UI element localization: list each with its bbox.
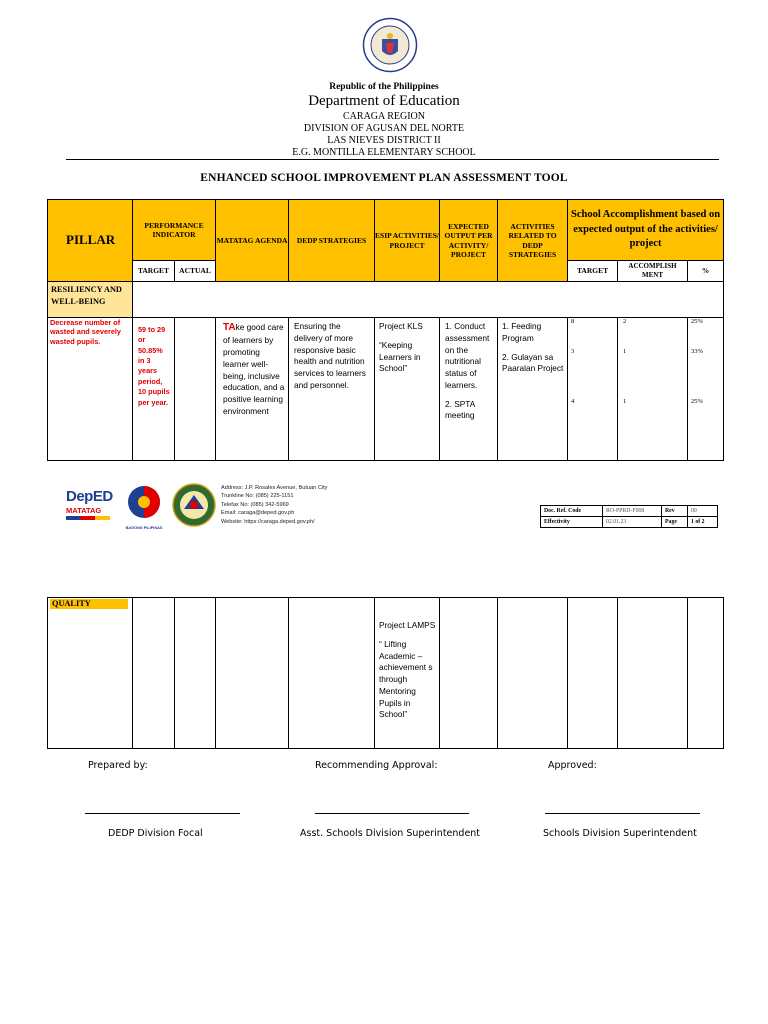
expected-output-header: EXPECTED OUTPUT PER ACTIVITY/ PROJECT <box>440 200 498 282</box>
output-item-1: 1. Conduct assessment on the nutritional status of learners. <box>445 321 490 390</box>
matatag-lead: TA <box>223 322 236 333</box>
effectivity-label: Effectivity <box>541 517 603 528</box>
resiliency-blank-row <box>133 282 724 318</box>
acc-target-cell <box>568 318 618 461</box>
esip-project-kls: Project KLS <box>379 321 423 331</box>
indicator-text: Decrease number of wasted and severely wasted pupils. <box>50 318 121 346</box>
quality-table <box>47 597 724 749</box>
approved-signature-line <box>545 813 700 814</box>
matatag-stripe <box>66 516 110 520</box>
bagong-pilipinas-text: BAGONG PILIPINAS <box>125 526 163 530</box>
quality-matatag-cell <box>216 598 289 749</box>
quality-pillar-cell <box>48 598 133 749</box>
dedp-text: Ensuring the delivery of more responsive basic health and nutrition services to learners and personnel. <box>294 321 366 390</box>
dedp-cell <box>289 318 375 461</box>
target-header: TARGET <box>133 261 175 282</box>
prepared-signature-line <box>85 813 240 814</box>
address-line: Address: J.P. Rosales Avenue, Butuan City <box>221 485 328 491</box>
quality-actual-cell <box>175 598 216 749</box>
page-value: 1 of 2 <box>688 517 718 528</box>
bagong-pilipinas-logo <box>122 485 166 530</box>
effectivity-value: 02.01.23 <box>603 517 662 528</box>
dedp-strategies-header: DEDP STRATEGIES <box>289 200 375 282</box>
prepared-title: DEDP Division Focal <box>108 828 203 839</box>
actual-cell <box>175 318 216 461</box>
target-text: 59 to 29 or 50.85% in 3 years period, 10 pupils per year. <box>138 325 170 407</box>
accomplishment-cell <box>618 318 688 461</box>
resiliency-pillar-label: RESILIENCY AND WELL-BEING <box>51 285 122 307</box>
output-item-2: 2. SPTA meeting <box>445 398 475 421</box>
quality-pillar-label: QUALITY <box>50 599 128 609</box>
percent-2: 33% <box>691 348 703 355</box>
caraga-region-seal <box>172 483 216 527</box>
quality-accomplishment-cell <box>618 598 688 749</box>
approved-label: Approved: <box>548 760 597 771</box>
department-title: Department of Education <box>308 93 460 109</box>
deped-wordmark: DepED <box>66 488 113 505</box>
indicator-cell <box>48 318 133 461</box>
target-cell <box>133 318 175 461</box>
performance-indicator-header: PERFORMANCE INDICATOR <box>133 200 216 261</box>
percent-header: % <box>688 261 724 282</box>
recommending-approval-label: Recommending Approval: <box>315 760 438 771</box>
acc-target-header: TARGET <box>568 261 618 282</box>
region-line: CARAGA REGION <box>343 111 425 122</box>
percent-1: 25% <box>691 318 703 325</box>
matatag-rest: ke good care of learners by promoting learner well-being, inclusive education, and a positive learning environment <box>223 322 285 416</box>
actual-header: ACTUAL <box>175 261 216 282</box>
email-line: Email: caraga@deped.gov.ph <box>221 510 295 517</box>
matatag-text <box>216 318 288 418</box>
prepared-by-label: Prepared by: <box>88 760 148 771</box>
matatag-cell <box>216 318 289 461</box>
pillar-header: PILLAR <box>48 200 133 282</box>
deped-matatag-logo <box>66 488 116 520</box>
percent-3: 25% <box>691 398 703 405</box>
matatag-wordmark: MATATAG <box>66 506 102 515</box>
activities-cell <box>498 318 568 461</box>
acc-target-3: 4 <box>571 398 575 405</box>
accomplishment-2: 1 <box>623 348 627 355</box>
district-line: LAS NIEVES DISTRICT II <box>327 135 441 146</box>
republic-line: Republic of the Philippines <box>329 82 439 92</box>
quality-esip-cell <box>375 598 440 749</box>
school-line: E.G. MONTILLA ELEMENTARY SCHOOL <box>292 147 476 158</box>
quality-dedp-cell <box>289 598 375 749</box>
quality-output-cell <box>440 598 498 749</box>
quality-target-cell <box>133 598 175 749</box>
bagong-pilipinas-emblem <box>122 485 166 521</box>
telefax-line: Telefax No: (085) 342-5969 <box>221 501 289 508</box>
doc-reference-table <box>540 505 718 528</box>
division-line: DIVISION OF AGUSAN DEL NORTE <box>303 123 465 134</box>
form-title: ENHANCED SCHOOL IMPROVEMENT PLAN ASSESSMENT TOOL <box>200 172 568 184</box>
acc-target-1: 8 <box>571 318 575 325</box>
percent-cell <box>688 318 724 461</box>
contact-block <box>221 484 327 526</box>
doc-ref-label: Doc. Ref. Code <box>541 506 603 517</box>
trunkline-line: Trunkline No: (085) 225-1151 <box>221 493 294 500</box>
approved-title: Schools Division Superintendent <box>543 828 697 839</box>
activity-item-2: 2. Gulayan sa Paaralan Project <box>502 351 564 374</box>
deped-seal-logo <box>362 17 418 73</box>
resiliency-pillar-cell <box>48 282 133 318</box>
quality-percent-cell <box>688 598 724 749</box>
esip-cell <box>375 318 440 461</box>
website-line[interactable]: Website: https://caraga.deped.gov.ph/ <box>221 518 315 525</box>
esip-lifting-academic: “ Lifting Academic – achievement s through Mentoring Pupils in School” <box>379 638 433 720</box>
doc-ref-value: RO-PPRD-F008 <box>603 506 662 517</box>
esip-keeping-learners: “Keeping Learners in School” <box>379 339 421 374</box>
esip-activities-header: ESIP ACTIVITIES/ PROJECT <box>375 200 440 282</box>
recommending-signature-line <box>315 813 469 814</box>
esip-project-lamps: Project LAMPS <box>379 620 436 630</box>
rev-label: Rev <box>662 506 688 517</box>
accomplishment-3: 1 <box>623 398 627 405</box>
activities-related-header: ACTIVITIES RELATED TO DEDP STRATEGIES <box>498 200 568 282</box>
rev-value: 00 <box>688 506 718 517</box>
acc-target-2: 3 <box>571 348 575 355</box>
quality-acc-target-cell <box>568 598 618 749</box>
matatag-agenda-header: MATATAG AGENDA <box>216 200 289 282</box>
school-accomplishment-header: School Accomplishment based on expected output of the activities/ project <box>568 200 724 261</box>
page-label: Page <box>662 517 688 528</box>
output-cell <box>440 318 498 461</box>
recommending-title: Asst. Schools Division Superintendent <box>300 828 481 839</box>
activity-item-1: 1. Feeding Program <box>502 321 542 343</box>
assessment-table <box>47 199 724 461</box>
header-divider <box>66 159 719 160</box>
quality-activities-cell <box>498 598 568 749</box>
accomplishment-header: ACCOMPLISH MENT <box>618 261 688 282</box>
accomplishment-1: 2 <box>623 318 627 325</box>
